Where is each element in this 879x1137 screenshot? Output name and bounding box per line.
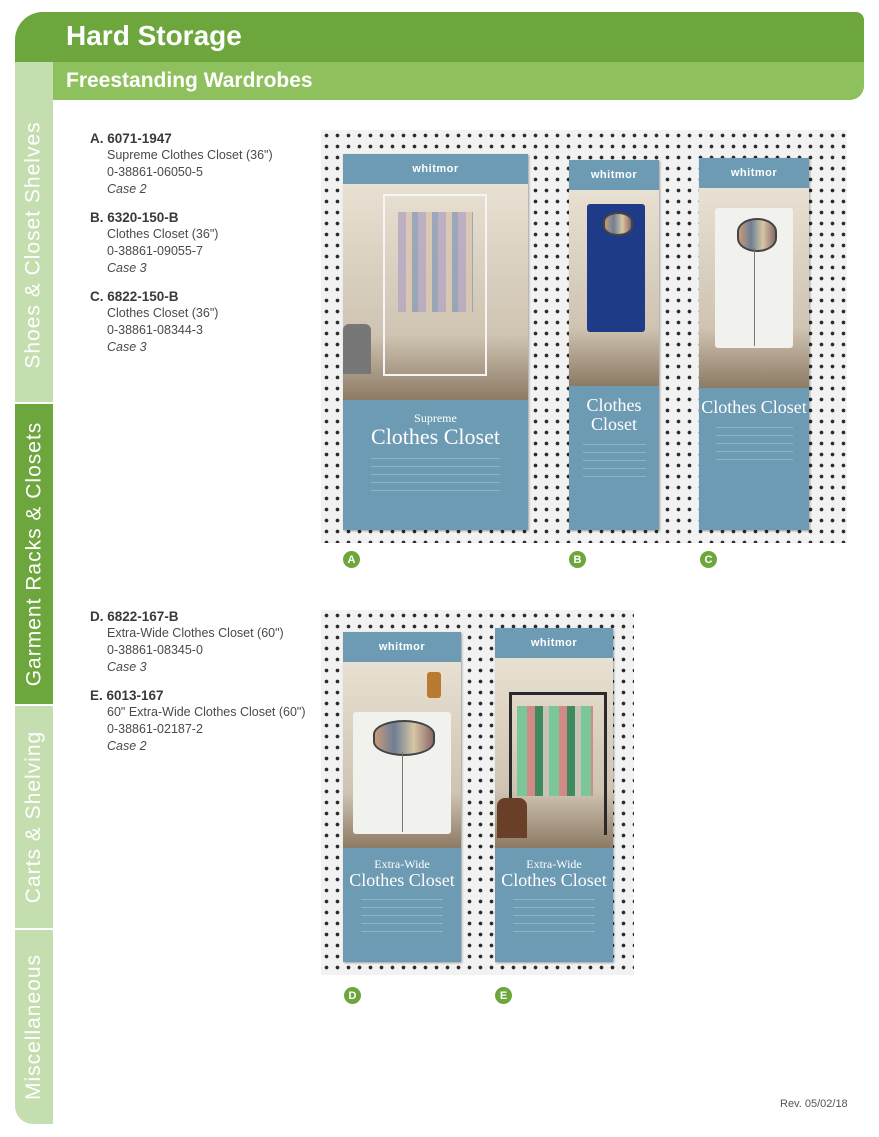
subsection-header	[53, 62, 864, 100]
product-code: C. 6822-150-B	[90, 289, 179, 304]
garments-illustration	[398, 212, 473, 312]
brand-logo: whitmor	[495, 628, 613, 658]
box-fine-print	[361, 899, 444, 939]
product-image	[343, 662, 461, 848]
box-title-prefix: Extra-Wide	[526, 857, 582, 871]
tab-shoes-closet-shelves[interactable]	[15, 90, 53, 400]
revision-date: Rev. 05/02/18	[780, 1098, 848, 1110]
box-fine-print	[716, 427, 793, 467]
box-title	[343, 848, 461, 889]
product-image	[569, 190, 659, 386]
box-title-main: Clothes Closet	[501, 869, 607, 890]
product-case: Case 3	[107, 340, 147, 354]
product-upc: 0-38861-09055-7	[107, 244, 203, 258]
product-box-d	[343, 632, 461, 962]
box-title	[343, 400, 528, 448]
product-name: Clothes Closet (36")	[107, 306, 219, 320]
tab-garment-racks-closets[interactable]	[15, 404, 53, 704]
page-subtitle: Freestanding Wardrobes	[66, 69, 313, 92]
box-title	[495, 848, 613, 889]
product-code: D. 6822-167-B	[90, 609, 179, 624]
closet-window	[373, 720, 435, 756]
product-code: A. 6071-1947	[90, 131, 172, 146]
product-image	[495, 658, 613, 848]
chair-illustration	[343, 324, 371, 374]
product-image	[699, 188, 809, 388]
box-title-main: Clothes Closet	[701, 397, 807, 417]
product-image	[343, 184, 528, 400]
product-code: B. 6320-150-B	[90, 210, 179, 225]
product-item-d	[90, 608, 320, 676]
tab-label: Shoes & Closet Shelves	[22, 121, 46, 369]
box-title-main: Clothes Closet	[586, 395, 642, 434]
product-upc: 0-38861-08345-0	[107, 643, 203, 657]
category-sidebar	[15, 12, 53, 1124]
product-case: Case 2	[107, 182, 147, 196]
marker-b: B	[569, 551, 586, 568]
marker-e: E	[495, 987, 512, 1004]
product-box-c	[699, 158, 809, 530]
product-box-a	[343, 154, 528, 530]
marker-a: A	[343, 551, 360, 568]
marker-d: D	[344, 987, 361, 1004]
closet-window	[737, 218, 777, 252]
product-name: 60" Extra-Wide Clothes Closet (60")	[107, 705, 306, 719]
product-photo-group-2	[321, 610, 634, 975]
product-box-b	[569, 160, 659, 530]
brand-logo: whitmor	[699, 158, 809, 188]
product-item-c	[90, 288, 320, 356]
marker-c: C	[700, 551, 717, 568]
box-title-prefix: Supreme	[414, 411, 457, 425]
product-code: E. 6013-167	[90, 688, 164, 703]
closet-zipper	[402, 752, 403, 832]
closet-zipper	[754, 248, 755, 346]
tab-miscellaneous[interactable]	[15, 930, 53, 1124]
product-name: Extra-Wide Clothes Closet (60")	[107, 626, 284, 640]
closet-window	[603, 212, 633, 236]
box-fine-print	[513, 899, 596, 939]
product-upc: 0-38861-08344-3	[107, 323, 203, 337]
product-upc: 0-38861-02187-2	[107, 722, 203, 736]
product-item-b	[90, 209, 320, 277]
product-name: Clothes Closet (36")	[107, 227, 219, 241]
brand-logo: whitmor	[569, 160, 659, 190]
tab-carts-shelving[interactable]	[15, 706, 53, 928]
box-title-prefix: Extra-Wide	[374, 857, 430, 871]
box-title	[569, 386, 659, 434]
product-name: Supreme Clothes Closet (36")	[107, 148, 273, 162]
product-item-e	[90, 687, 320, 755]
chair-illustration	[497, 798, 527, 838]
box-title-main: Clothes Closet	[349, 869, 455, 890]
product-case: Case 2	[107, 739, 147, 753]
pendant-lamp-illustration	[427, 672, 441, 698]
box-title-main: Clothes Closet	[371, 423, 500, 449]
brand-logo: whitmor	[343, 632, 461, 662]
tab-label: Carts & Shelving	[22, 730, 45, 904]
product-case: Case 3	[107, 660, 147, 674]
tab-label: Miscellaneous	[22, 953, 46, 1101]
garments-illustration	[517, 706, 593, 796]
product-box-e	[495, 628, 613, 962]
product-upc: 0-38861-06050-5	[107, 165, 203, 179]
tab-label: Garment Racks & Closets	[22, 421, 46, 687]
section-header	[15, 12, 864, 62]
box-title	[699, 388, 809, 417]
product-list-2	[90, 608, 320, 766]
product-list-1	[90, 130, 320, 367]
page-title: Hard Storage	[66, 20, 242, 51]
product-case: Case 3	[107, 261, 147, 275]
product-item-a	[90, 130, 320, 198]
product-photo-group-1	[321, 130, 847, 543]
box-fine-print	[371, 458, 501, 498]
box-fine-print	[583, 444, 646, 484]
brand-logo: whitmor	[343, 154, 528, 184]
